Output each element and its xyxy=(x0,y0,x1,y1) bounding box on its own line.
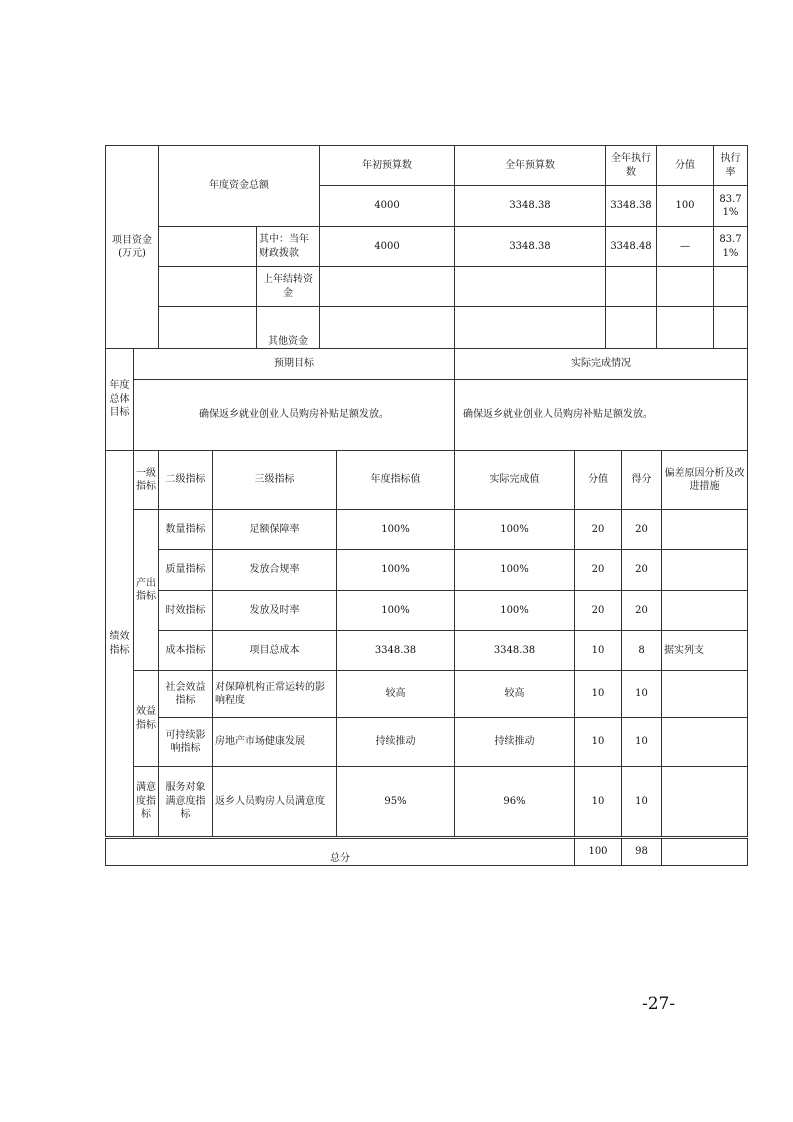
funds-cell xyxy=(320,267,455,307)
value-cell: 20 xyxy=(575,550,622,591)
reason-cell xyxy=(662,550,748,591)
expected-goal-text: 确保返乡就业创业人员购房补贴足额发放。 xyxy=(134,380,455,451)
level3-cell: 返乡人员购房人员满意度 xyxy=(213,767,337,837)
level2-cell: 服务对象满意度指标 xyxy=(159,767,213,837)
funds-cell: — xyxy=(657,227,714,267)
level2-cell: 社会效益指标 xyxy=(159,671,213,718)
reason-cell xyxy=(662,767,748,837)
actual-cell: 100% xyxy=(455,510,575,550)
funds-cell: 100 xyxy=(657,186,714,227)
value-cell: 10 xyxy=(575,631,622,671)
header-score-value: 分值 xyxy=(657,146,714,186)
header-score: 得分 xyxy=(622,451,662,510)
actual-cell: 较高 xyxy=(455,671,575,718)
total-table xyxy=(105,838,748,866)
level3-cell: 项目总成本 xyxy=(213,631,337,671)
funds-cell xyxy=(714,267,748,307)
level2-cell: 成本指标 xyxy=(159,631,213,671)
actual-goal-header: 实际完成情况 xyxy=(455,349,748,380)
score-cell: 10 xyxy=(622,671,662,718)
score-cell: 20 xyxy=(622,550,662,591)
score-cell: 20 xyxy=(622,510,662,550)
header-reason: 偏差原因分析及改进措施 xyxy=(662,451,748,510)
target-cell: 100% xyxy=(337,591,455,631)
header-level1: 一级指标 xyxy=(134,451,159,510)
actual-cell: 96% xyxy=(455,767,575,837)
level1-benefit: 效益指标 xyxy=(134,671,159,767)
header-value: 分值 xyxy=(575,451,622,510)
funds-cell: 3348.38 xyxy=(606,186,657,227)
funds-cell xyxy=(455,307,606,349)
funds-cell: 3348.48 xyxy=(606,227,657,267)
funds-row-label: 其中：当年财政拨款 xyxy=(257,227,320,267)
funds-cell xyxy=(606,307,657,349)
target-cell: 3348.38 xyxy=(337,631,455,671)
header-target: 年度指标值 xyxy=(337,451,455,510)
goals-section-label: 年度总体目标 xyxy=(106,349,134,451)
level3-cell: 发放合规率 xyxy=(213,550,337,591)
expected-goal-header: 预期目标 xyxy=(134,349,455,380)
total-reason xyxy=(662,839,748,866)
actual-cell: 持续推动 xyxy=(455,718,575,767)
target-cell: 较高 xyxy=(337,671,455,718)
actual-goal-text: 确保返乡就业创业人员购房补贴足额发放。 xyxy=(455,380,748,451)
reason-cell xyxy=(662,671,748,718)
level1-satisfaction: 满意度指标 xyxy=(134,767,159,837)
funds-cell xyxy=(714,307,748,349)
funds-cell: 83.71% xyxy=(714,186,748,227)
funds-cell: 3348.38 xyxy=(455,227,606,267)
level3-cell: 房地产市场健康发展 xyxy=(213,718,337,767)
funds-table xyxy=(105,145,748,349)
actual-cell: 3348.38 xyxy=(455,631,575,671)
reason-cell xyxy=(662,591,748,631)
total-value: 100 xyxy=(575,839,622,866)
header-actual: 实际完成值 xyxy=(455,451,575,510)
target-cell: 持续推动 xyxy=(337,718,455,767)
funds-cell xyxy=(320,307,455,349)
value-cell: 20 xyxy=(575,591,622,631)
performance-table xyxy=(105,450,748,837)
score-cell: 10 xyxy=(622,718,662,767)
level2-cell: 数量指标 xyxy=(159,510,213,550)
reason-cell xyxy=(662,718,748,767)
actual-cell: 100% xyxy=(455,591,575,631)
header-level2: 二级指标 xyxy=(159,451,213,510)
target-cell: 100% xyxy=(337,510,455,550)
funds-cell: 4000 xyxy=(320,227,455,267)
funds-cell xyxy=(657,267,714,307)
header-initial-budget: 年初预算数 xyxy=(320,146,455,186)
reason-cell: 据实列支 xyxy=(662,631,748,671)
target-cell: 100% xyxy=(337,550,455,591)
goals-table xyxy=(105,348,748,451)
actual-cell: 100% xyxy=(455,550,575,591)
header-level3: 三级指标 xyxy=(213,451,337,510)
funds-cell: 4000 xyxy=(320,186,455,227)
header-exec-rate: 执行率 xyxy=(714,146,748,186)
funds-cell: 3348.38 xyxy=(455,186,606,227)
reason-cell xyxy=(662,510,748,550)
score-cell: 20 xyxy=(622,591,662,631)
level2-cell: 质量指标 xyxy=(159,550,213,591)
value-cell: 10 xyxy=(575,718,622,767)
target-cell: 95% xyxy=(337,767,455,837)
funds-row-label: 其他资金 xyxy=(257,307,320,349)
value-cell: 10 xyxy=(575,671,622,718)
funds-cell xyxy=(455,267,606,307)
value-cell: 20 xyxy=(575,510,622,550)
funds-cell xyxy=(657,307,714,349)
performance-section-label: 绩效指标 xyxy=(106,451,134,837)
funds-row-label: 年度资金总额 xyxy=(159,146,320,227)
level1-output: 产出指标 xyxy=(134,510,159,671)
header-annual-budget: 全年预算数 xyxy=(455,146,606,186)
level3-cell: 发放及时率 xyxy=(213,591,337,631)
page-number: -27- xyxy=(642,994,676,1014)
score-cell: 10 xyxy=(622,767,662,837)
funds-row-label: 上年结转资金 xyxy=(257,267,320,307)
funds-cell: 83.71% xyxy=(714,227,748,267)
score-cell: 8 xyxy=(622,631,662,671)
funds-section-label: 项目资金(万元) xyxy=(106,146,159,349)
level3-cell: 足额保障率 xyxy=(213,510,337,550)
total-label: 总分 xyxy=(106,839,575,866)
funds-cell xyxy=(606,267,657,307)
level3-cell: 对保障机构正常运转的影响程度 xyxy=(213,671,337,718)
total-score: 98 xyxy=(622,839,662,866)
value-cell: 10 xyxy=(575,767,622,837)
level2-cell: 可持续影响指标 xyxy=(159,718,213,767)
level2-cell: 时效指标 xyxy=(159,591,213,631)
header-executed: 全年执行数 xyxy=(606,146,657,186)
